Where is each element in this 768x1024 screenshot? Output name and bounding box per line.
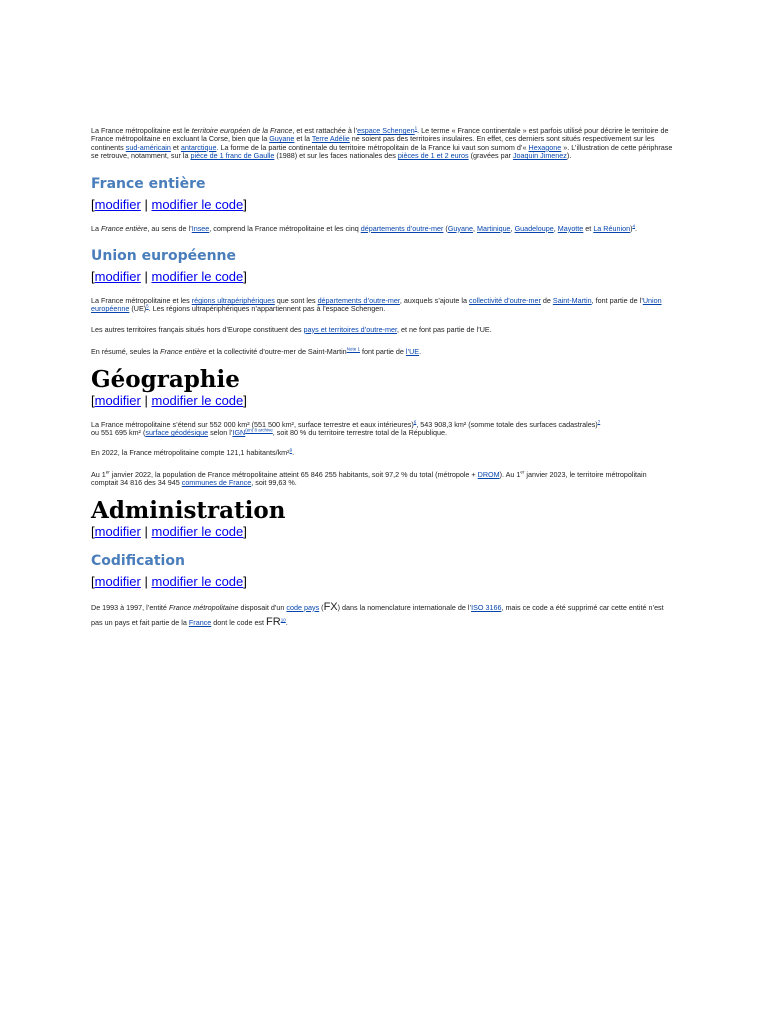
text: En 2022, la France métropolitaine compte 121,1 habitants/km² — [91, 448, 290, 458]
modifier-code-link[interactable]: modifier le code — [151, 573, 244, 589]
bracket: ] — [243, 392, 247, 408]
link-ptom[interactable]: pays et territoires d’outre-mer — [303, 324, 398, 334]
text: , soit 99,63 %. — [251, 478, 297, 488]
text: janvier 2022, la population de France métropolitaine atteint 65 846 255 habitants, soit 97,2 % du total (métropole + — [109, 469, 478, 479]
edit-links — [91, 269, 673, 285]
section-heading-france-entiere: France entière — [91, 175, 206, 192]
text: , auxquels s’ajoute la — [399, 296, 469, 306]
separator: | — [140, 269, 152, 285]
reference-link[interactable]: 7 — [597, 419, 601, 425]
text: ). — [566, 151, 572, 161]
link-rup[interactable]: régions ultrapériphériques — [191, 296, 275, 306]
text: France entière — [160, 347, 207, 357]
link-antarctique[interactable]: antarctique — [180, 142, 217, 152]
code-fr: FR — [266, 615, 281, 628]
bracket: ] — [243, 196, 247, 212]
modifier-code-link[interactable]: modifier le code — [151, 523, 244, 539]
text: janvier 2023, le territoire métropolitain comptait 34 816 des 34 945 — [91, 469, 647, 488]
text: ( — [319, 602, 324, 612]
modifier-link[interactable]: modifier — [94, 196, 141, 212]
code-fx: FX — [323, 600, 338, 613]
link-sud-americain[interactable]: sud-américain — [125, 142, 171, 152]
edit-links — [91, 197, 673, 213]
link-surface-geodesique[interactable]: surface géodésique — [145, 428, 209, 438]
ordinal-superscript: er — [105, 469, 110, 475]
modifier-link[interactable]: modifier — [94, 523, 141, 539]
text: . Les régions ultrapériphériques n’appartiennent pas à l’espace Schengen. — [148, 304, 386, 314]
bracket: [ — [91, 392, 95, 408]
link-union-europeenne[interactable]: Union européenne — [91, 296, 662, 314]
text: ( — [443, 223, 448, 233]
text: La — [91, 223, 101, 233]
modifier-link[interactable]: modifier — [94, 269, 141, 285]
text: , et est rattachée à l’ — [292, 126, 358, 135]
reference-link[interactable]: 10 — [280, 617, 286, 623]
link-communes-de-france[interactable]: communes de France — [181, 478, 252, 488]
text: selon l’ — [208, 428, 233, 438]
section-heading-geographie: Géographie — [91, 365, 240, 393]
union-paragraph-2 — [91, 326, 673, 334]
section-heading-union-europeenne: Union européenne — [91, 248, 237, 265]
geographie-paragraph-2 — [91, 449, 673, 457]
text: ». L’illustration de cette périphrase se retrouve, notamment, sur la — [91, 142, 673, 161]
edit-links — [91, 524, 673, 540]
modifier-code-link[interactable]: modifier le code — [151, 269, 244, 285]
bracket: ] — [243, 523, 247, 539]
text: , — [553, 223, 558, 233]
france-entiere-paragraph — [91, 225, 673, 233]
bracket: [ — [91, 573, 95, 589]
link-insee[interactable]: Insee — [191, 223, 210, 233]
intro-paragraph — [91, 127, 673, 161]
reference-link[interactable]: 1 — [414, 125, 418, 131]
article-body — [91, 127, 673, 642]
edit-links — [91, 393, 673, 409]
text: , comprend la France métropolitaine et les cinq — [209, 223, 361, 233]
link-drom[interactable]: DROM — [477, 469, 500, 479]
bracket: [ — [91, 196, 95, 212]
link-terre-adelie[interactable]: Terre Adélie — [311, 134, 350, 144]
link-mayotte[interactable]: Mayotte — [557, 223, 584, 233]
separator: | — [140, 392, 152, 408]
text: de — [540, 296, 553, 306]
text: (1988) et sur les faces nationales des — [274, 151, 398, 161]
text: France entière — [101, 223, 148, 233]
link-hexagone[interactable]: Hexagone — [528, 142, 562, 152]
text: et la — [294, 134, 312, 144]
link-espace-schengen[interactable]: espace Schengen — [357, 126, 415, 135]
text: La France métropolitaine s’étend sur 552 000 km² (551 500 km², surface terrestre et eaux intérieures) — [91, 419, 414, 429]
reference-link[interactable]: 6 — [413, 419, 417, 425]
text: La France métropolitaine est le — [91, 126, 192, 135]
text: ne soient pas des territoires insulaires. En effet, ces derniers sont situés respectivement sur les continents — [91, 134, 655, 152]
text: territoire européen de la France — [191, 126, 293, 135]
text: disposait d’un — [238, 602, 287, 612]
text: . — [285, 617, 288, 627]
bracket: ] — [243, 269, 247, 285]
text: , 543 908,3 km² (somme totale des surfaces cadastrales) — [416, 419, 598, 429]
link-iso-3166[interactable]: ISO 3166 — [471, 602, 502, 612]
reference-link[interactable]: 9 — [289, 448, 293, 454]
link-com[interactable]: collectivité d’outre-mer — [469, 296, 541, 306]
edit-links — [91, 574, 673, 590]
reference-link[interactable]: 5 — [146, 304, 149, 310]
text: De 1993 à 1997, l’entité — [91, 602, 169, 612]
link-dom[interactable]: départements d’outre-mer — [317, 296, 400, 306]
link-guyane[interactable]: Guyane — [269, 134, 295, 144]
text: . — [635, 223, 638, 233]
text: Les autres territoires français situés hors d’Europe constituent des — [91, 324, 304, 334]
bracket: [ — [91, 269, 95, 285]
text: Au 1 — [91, 469, 106, 479]
link-code-pays[interactable]: code pays — [286, 602, 320, 612]
text: La France métropolitaine et les — [91, 296, 192, 306]
text: , au sens de l’ — [147, 223, 192, 233]
link-joaquin-jimenez[interactable]: Joaquin Jimenez — [512, 151, 567, 161]
text: , soit 80 % du territoire terrestre total de la République. — [272, 428, 447, 438]
text: (UE) — [129, 304, 147, 314]
union-paragraph-1 — [91, 297, 673, 314]
modifier-link[interactable]: modifier — [94, 573, 141, 589]
modifier-code-link[interactable]: modifier le code — [151, 196, 244, 212]
text: , font partie de l’ — [591, 296, 643, 306]
link-france[interactable]: France — [188, 617, 212, 627]
modifier-code-link[interactable]: modifier le code — [151, 392, 244, 408]
text: font partie de — [359, 347, 406, 357]
text: . La forme de la partie continentale du territoire métropolitain de la France lui vaut son surnom d’« — [216, 142, 529, 152]
text: ) dans la nomenclature internationale de l’ — [337, 602, 472, 612]
link-guyane[interactable]: Guyane — [447, 223, 473, 233]
text: et la collectivité d’outre-mer de Saint-Martin — [206, 347, 347, 357]
reference-link[interactable]: (en) 8 archive — [245, 427, 273, 433]
text: . Le terme « France continentale » est parfois utilisé pour décrire le territoire de France métropolitaine en excluant la Corse, bien que la — [91, 126, 669, 144]
bracket: ] — [243, 573, 247, 589]
text: , mais ce code a été supprimé car cette entité n’est pas un pays et fait partie de la — [91, 602, 664, 627]
bracket: [ — [91, 523, 95, 539]
note-link[interactable]: Note 1 — [346, 346, 360, 352]
text: , et ne font pas partie de l’UE. — [397, 324, 492, 334]
codification-paragraph — [91, 600, 673, 630]
link-ue[interactable]: l’UE — [405, 347, 420, 357]
text: et — [583, 223, 594, 233]
link-saint-martin[interactable]: Saint-Martin — [552, 296, 592, 306]
separator: | — [140, 523, 152, 539]
link-guadeloupe[interactable]: Guadeloupe — [514, 223, 554, 233]
ordinal-superscript: er — [520, 469, 525, 475]
separator: | — [140, 573, 152, 589]
link-piece-gaulle[interactable]: pièce de 1 franc de Gaulle — [190, 151, 275, 161]
text: . — [419, 347, 422, 357]
link-ign[interactable]: IGN — [232, 428, 246, 438]
link-dom[interactable]: départements d’outre-mer — [360, 223, 444, 233]
text: , — [510, 223, 515, 233]
section-heading-administration: Administration — [91, 496, 286, 524]
text: ou 551 695 km² ( — [91, 428, 146, 438]
union-paragraph-3 — [91, 348, 673, 356]
text: ) — [630, 223, 633, 233]
link-martinique[interactable]: Martinique — [477, 223, 511, 233]
text: dont le code est — [211, 617, 267, 627]
text: que sont les — [274, 296, 318, 306]
text: France métropolitaine — [168, 602, 239, 612]
text: , — [473, 223, 477, 233]
geographie-paragraph-3 — [91, 471, 673, 488]
section-heading-codification: Codification — [91, 552, 185, 569]
text: et — [170, 142, 181, 152]
reference-link[interactable]: 4 — [632, 223, 636, 229]
link-la-reunion[interactable]: La Réunion — [593, 223, 631, 233]
text: En résumé, seules la — [91, 347, 161, 357]
separator: | — [140, 196, 152, 212]
text: . — [292, 448, 295, 458]
link-pieces-euros[interactable]: pièces de 1 et 2 euros — [397, 151, 469, 161]
modifier-link[interactable]: modifier — [94, 392, 141, 408]
text: ). Au 1 — [499, 469, 521, 479]
geographie-paragraph-1 — [91, 421, 601, 438]
text: (gravées par — [468, 151, 513, 161]
